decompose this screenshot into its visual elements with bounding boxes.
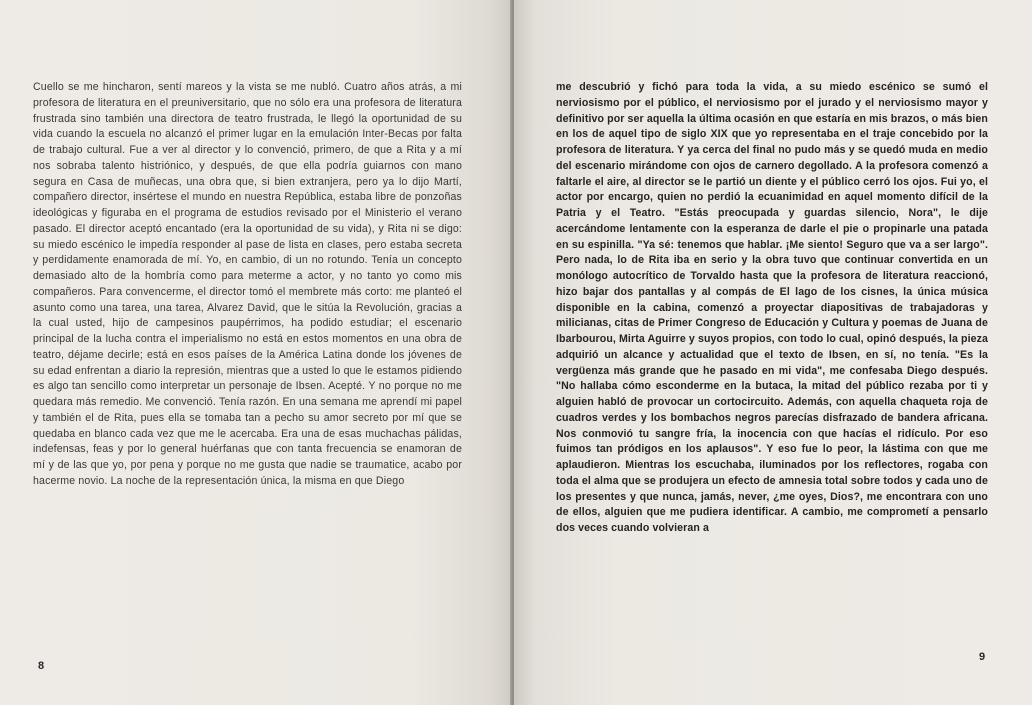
right-page-number: 9 [979, 651, 986, 663]
right-page-text: me descubrió y fichó para toda la vida, a su miedo escénico se sumó el nerviosismo por el público, el nerviosismo por el jurado y el nerviosismo mayor y definitivo por ser aquella la última ocasión en que estaría en mis brazos, o más bien en los de aquel tipo de siglo XIX que yo representaba en el traje concebido por la profesora de literatura. Y ya cerca del final no pudo más y se quedó muda en medio del escenario mirándome con ojos de carnero degollado. A la profesora comenzó a faltarle el aire, al director se le partió un diente y el público cerró los ojos. Fui yo, el actor por encargo, quien no perdió la ecuanimidad en aquel momento difícil de la Patria y el Teatro. "Estás preocupada y guardas silencio, Nora", le dije acercándome lentamente con la esperanza de darle el pie o propinarle una patada en su espinilla. "Ya sé: tenemos que hablar. ¡Me siento! Seguro que va a ser largo". Pero nada, lo de Rita iba en serio y la obra tuvo que continuar convertida en un monólogo autocrítico de Torvaldo hasta que la profesora de literatura reaccionó, hizo bajar dos pantallas y al compás de El lago de los cisnes, la única música disponible en la cabina, comenzó a proyectar diapositivas de trabajadoras y milicianas, citas de Primer Congreso de Educación y Cultura y poemas de Juana de Ibarbourou, Mirta Aguirre y suyos propios, con todo lo cual, opinó después, la pieza adquirió un alcance y actualidad que el texto de Ibsen, en sí, no tenía. "Es la vergüenza más grande que he pasado en mi vida", me confesaba Diego después. "No hallaba cómo esconderme en la butaca, la mitad del público rezaba por ti y alguien habló de provocar un cortocircuito. Además, con aquella chaqueta roja de cuadros verdes y los bombachos negros parecías disfrazado de bandera africana. Nos conmovió tu sangre fría, la inocencia con que hacías el ridículo. Por eso fuimos tan pródigos en los aplausos". Y eso fue lo peor, la lástima con que me aplaudieron. Mientras los escuchaba, iluminados por los reflectores, rogaba con toda el alma que se produjera un efecto de amnesia total sobre todos y cada uno de los presentes y que nunca, jamás, never, ¿me oyes, Dios?, me encontrara con uno de ellos, alguien que me pudiera identificar. A cambio, me comprometí a pensarlo dos veces cuando volvieran a [556, 81, 988, 534]
left-page [0, 0, 512, 705]
left-page-text: Cuello se me hincharon, sentí mareos y la vista se me nubló. Cuatro años atrás, a mi profesora de literatura en el preuniversitario, que no sólo era una profesora de literatura frustrada sino también una directora de teatro frustrada, le llegó la oportunidad de su vida cuando la escuela no alcanzó el primer lugar en la emulación Inter-Becas por falta de trabajo cultural. Fue a ver al director y lo convenció, primero, de que a Rita y a mí nos sobraba talento histriónico, y después, de que ella podría guiarnos con mano segura en Casa de muñecas, una obra que, si bien extranjera, pero ya lo dijo Martí, compañero director, insértese el mundo en nuestra República, estaba libre de ponzoñas ideológicas y figuraba en el programa de estudios revisado por el Ministerio el verano pasado. El director aceptó encantado (era la oportunidad de su vida), y Rita ni se digo: su miedo escénico le impedía responder al pase de lista en clases, pero estaba secreta y perdidamente enamorada de mí. Yo, en cambio, di un no rotundo. Tenía un concepto demasiado alto de la hombría como para meterme a actor, y no tanto yo como mis compañeros. Para convencerme, el director tomó el membrete más corto: me planteó el asunto como una tarea, una tarea, Alvarez David, que le sitúa la Revolución, gracias a la cual usted, hijo de campesinos paupérrimos, ha podido estudiar; el escenario principal de la lucha contra el imperialismo no está en estos momentos en una obra de teatro, déjame decirle; está en esos países de la América Latina donde los jóvenes de su edad enfrentan a diario la represión, mientras que a usted lo que le estamos pidiendo es algo tan sencillo como interpretar un personaje de Ibsen. Acepté. Y no porque no me quedara más remedio. Me convenció. Tenía razón. En una semana me aprendí mi papel y también el de Rita, pues ella se tomaba tan a pecho su amor secreto por mí que se quedaba en blanco cada vez que me le acercaba. Era una de esas muchachas pálidas, indefensas, feas y por lo general huérfanas que con tanta frecuencia se enamoran de mí y de las que yo, por pena y porque no me gusta que nadie se traumatice, acabo por hacerme novio. La noche de la representación única, la misma en que Diego [33, 81, 462, 487]
left-page-number: 8 [38, 660, 45, 672]
